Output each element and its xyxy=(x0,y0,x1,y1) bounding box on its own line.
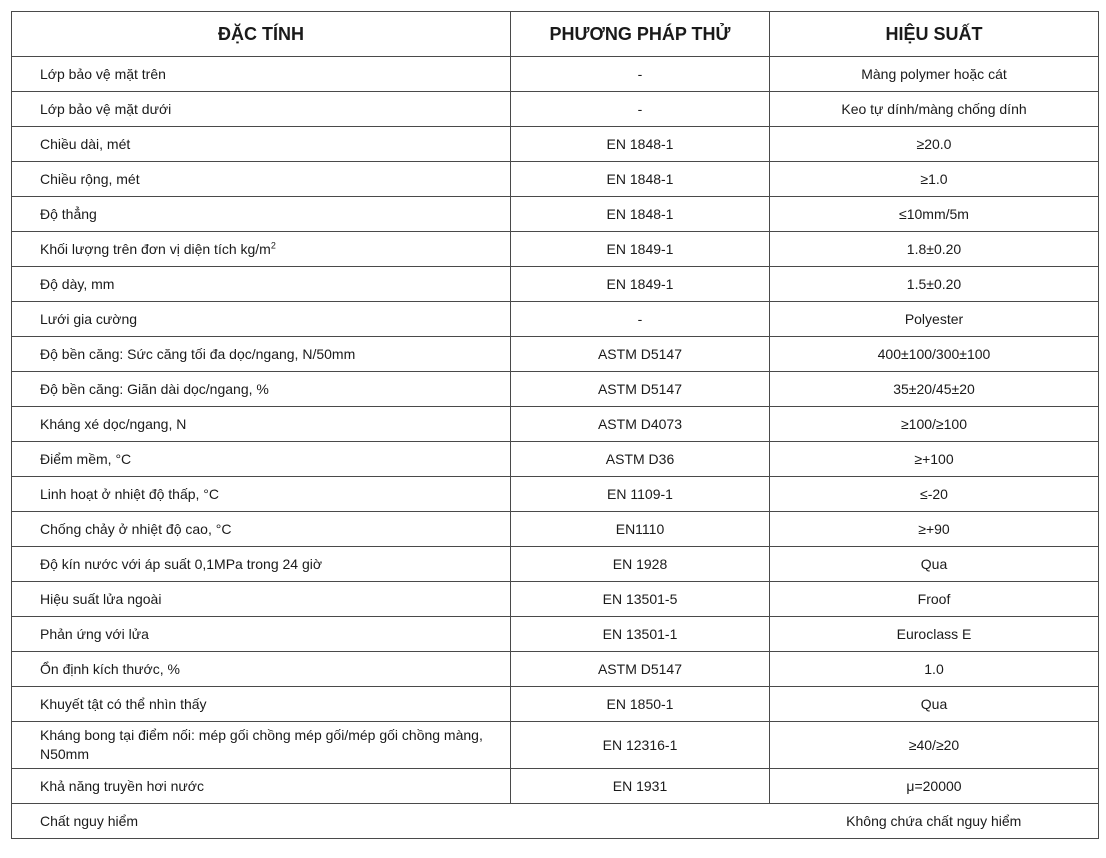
table-row xyxy=(12,337,1099,372)
table-row xyxy=(12,547,1099,582)
performance-cell: ≥40/≥20 xyxy=(770,722,1099,769)
property-cell: Điểm mềm, °C xyxy=(12,442,511,477)
performance-cell: Qua xyxy=(770,547,1099,582)
unit-superscript: 2 xyxy=(270,240,276,251)
property-cell: Lớp bảo vệ mặt trên xyxy=(12,57,511,92)
table-row xyxy=(12,804,1099,839)
performance-cell: 1.8±0.20 xyxy=(770,232,1099,267)
table-row xyxy=(12,127,1099,162)
table-row xyxy=(12,582,1099,617)
header-property: ĐẶC TÍNH xyxy=(12,12,511,57)
method-cell: EN 1848-1 xyxy=(511,162,770,197)
method-cell: EN 1850-1 xyxy=(511,687,770,722)
header-row xyxy=(12,12,1099,57)
method-cell: EN1110 xyxy=(511,512,770,547)
table-row xyxy=(12,512,1099,547)
table-row xyxy=(12,162,1099,197)
table-row xyxy=(12,442,1099,477)
property-cell: Ổn định kích thước, % xyxy=(12,652,511,687)
property-cell: Độ kín nước với áp suất 0,1MPa trong 24 giờ xyxy=(12,547,511,582)
table-row xyxy=(12,687,1099,722)
method-cell: EN 1931 xyxy=(511,769,770,804)
method-cell: EN 13501-5 xyxy=(511,582,770,617)
method-cell: - xyxy=(511,92,770,127)
table-row xyxy=(12,617,1099,652)
table-row xyxy=(12,302,1099,337)
property-cell: Chống chảy ở nhiệt độ cao, °C xyxy=(12,512,511,547)
table-row xyxy=(12,232,1099,267)
method-cell: ASTM D36 xyxy=(511,442,770,477)
property-cell: Khuyết tật có thể nhìn thấy xyxy=(12,687,511,722)
property-cell: Độ bền căng: Giãn dài dọc/ngang, % xyxy=(12,372,511,407)
method-cell: EN 13501-1 xyxy=(511,617,770,652)
header-method: PHƯƠNG PHÁP THỬ xyxy=(511,12,770,57)
performance-cell: 1.0 xyxy=(770,652,1099,687)
properties-table xyxy=(11,11,1099,839)
performance-cell: ≥+100 xyxy=(770,442,1099,477)
performance-cell: μ=20000 xyxy=(770,769,1099,804)
property-cell: Độ thẳng xyxy=(12,197,511,232)
performance-cell: ≥100/≥100 xyxy=(770,407,1099,442)
property-cell: Phản ứng với lửa xyxy=(12,617,511,652)
table-row xyxy=(12,722,1099,769)
property-cell: Độ dày, mm xyxy=(12,267,511,302)
property-cell: Khả năng truyền hơi nước xyxy=(12,769,511,804)
property-cell: Khối lượng trên đơn vị diện tích $kg/m^2$ xyxy=(12,232,511,267)
table-row xyxy=(12,267,1099,302)
property-cell: Chất nguy hiểm xyxy=(12,804,511,839)
property-cell: Chiều dài, mét xyxy=(12,127,511,162)
method-cell: ASTM D5147 xyxy=(511,337,770,372)
header-performance: HIỆU SUẤT xyxy=(770,12,1099,57)
property-cell: Lớp bảo vệ mặt dưới xyxy=(12,92,511,127)
method-cell: ASTM D4073 xyxy=(511,407,770,442)
performance-cell: Qua xyxy=(770,687,1099,722)
performance-cell: 1.5±0.20 xyxy=(770,267,1099,302)
performance-cell: ≤10mm/5m xyxy=(770,197,1099,232)
performance-cell: ≤-20 xyxy=(770,477,1099,512)
table-row xyxy=(12,372,1099,407)
table-row xyxy=(12,652,1099,687)
performance-cell: 35±20/45±20 xyxy=(770,372,1099,407)
method-cell: EN 1849-1 xyxy=(511,267,770,302)
table-row xyxy=(12,197,1099,232)
table-row xyxy=(12,769,1099,804)
table-row xyxy=(12,477,1099,512)
method-cell: EN 1848-1 xyxy=(511,197,770,232)
performance-cell: Polyester xyxy=(770,302,1099,337)
property-cell: Hiệu suất lửa ngoài xyxy=(12,582,511,617)
property-cell: Lưới gia cường xyxy=(12,302,511,337)
property-cell: Linh hoạt ở nhiệt độ thấp, °C xyxy=(12,477,511,512)
performance-cell: Không chứa chất nguy hiểm xyxy=(770,804,1099,839)
table-row xyxy=(12,57,1099,92)
method-cell xyxy=(511,804,770,839)
performance-cell: 400±100/300±100 xyxy=(770,337,1099,372)
method-cell: EN 1848-1 xyxy=(511,127,770,162)
property-cell: Độ bền căng: Sức căng tối đa dọc/ngang, N/50mm xyxy=(12,337,511,372)
method-cell: EN 1928 xyxy=(511,547,770,582)
method-cell: ASTM D5147 xyxy=(511,372,770,407)
method-cell: EN 12316-1 xyxy=(511,722,770,769)
property-cell: Chiều rộng, mét xyxy=(12,162,511,197)
method-cell: - xyxy=(511,57,770,92)
method-cell: EN 1849-1 xyxy=(511,232,770,267)
method-cell: ASTM D5147 xyxy=(511,652,770,687)
performance-cell: Màng polymer hoặc cát xyxy=(770,57,1099,92)
performance-cell: Keo tự dính/màng chống dính xyxy=(770,92,1099,127)
performance-cell: ≥+90 xyxy=(770,512,1099,547)
method-cell: - xyxy=(511,302,770,337)
table-row xyxy=(12,407,1099,442)
performance-cell: ≥1.0 xyxy=(770,162,1099,197)
property-cell: Kháng xé dọc/ngang, N xyxy=(12,407,511,442)
performance-cell: ≥20.0 xyxy=(770,127,1099,162)
property-cell: Kháng bong tại điểm nối: mép gối chồng mép gối/mép gối chồng màng, N50mm xyxy=(12,722,511,769)
table-row xyxy=(12,92,1099,127)
method-cell: EN 1109-1 xyxy=(511,477,770,512)
performance-cell: Froof xyxy=(770,582,1099,617)
performance-cell: Euroclass E xyxy=(770,617,1099,652)
